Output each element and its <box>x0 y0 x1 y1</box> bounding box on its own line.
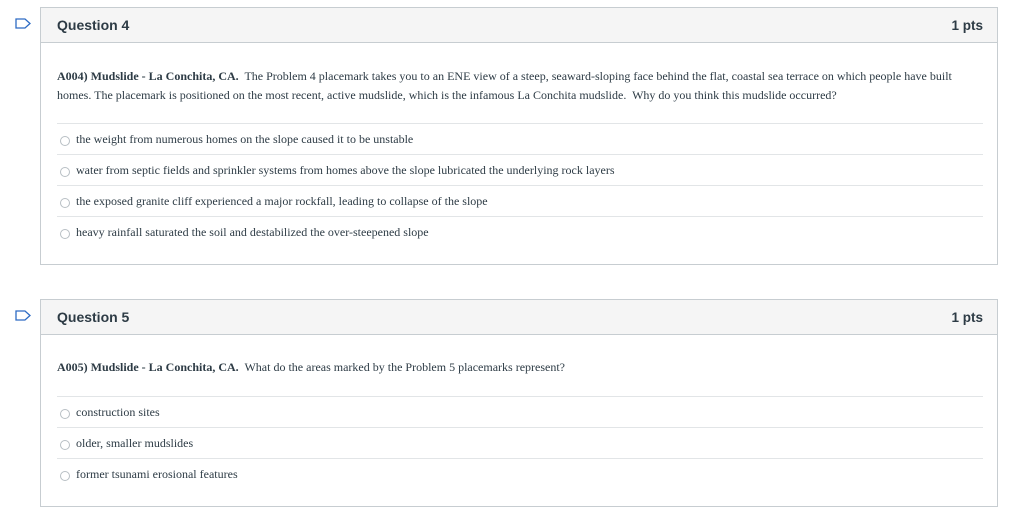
question-prompt-bold: A005) Mudslide - La Conchita, CA. <box>57 360 239 374</box>
radio-button-icon[interactable] <box>60 167 70 177</box>
radio-button-icon[interactable] <box>60 136 70 146</box>
radio-button-icon[interactable] <box>60 198 70 208</box>
answer-option[interactable] <box>57 123 983 154</box>
radio-button-icon[interactable] <box>60 229 70 239</box>
question-body <box>41 335 997 489</box>
flag-question-icon[interactable] <box>15 18 31 29</box>
answer-option[interactable] <box>57 216 983 247</box>
question-prompt-text: What do the areas marked by the Problem 5 placemarks represent? <box>238 360 566 374</box>
answer-label[interactable]: older, smaller mudslides <box>76 435 194 450</box>
radio-button-icon[interactable] <box>60 409 70 419</box>
answer-option[interactable] <box>57 396 983 427</box>
question-4 <box>40 7 998 265</box>
answer-list <box>57 396 983 489</box>
flag-question-icon[interactable] <box>15 310 31 321</box>
answer-option[interactable] <box>57 185 983 216</box>
answer-label[interactable]: the exposed granite cliff experienced a major rockfall, leading to collapse of the slope <box>76 193 488 208</box>
radio-button-icon[interactable] <box>60 471 70 481</box>
answer-option[interactable] <box>57 427 983 458</box>
question-title: Question 5 <box>57 309 130 325</box>
question-prompt-text: The Problem 4 placemark takes you to an ENE view of a steep, seaward-sloping face behind the flat, coastal sea terrace on which people have built homes. The placemark is positioned on the most recent, active mudslide, which is the infamous La Conchita mudslide. Why do you think this mudslide occurred? <box>57 69 955 102</box>
radio-button-icon[interactable] <box>60 440 70 450</box>
answer-label[interactable]: the weight from numerous homes on the slope caused it to be unstable <box>76 131 414 146</box>
question-prompt <box>57 335 983 396</box>
answer-label[interactable]: construction sites <box>76 404 160 419</box>
question-points: 1 pts <box>951 309 983 325</box>
question-title: Question 4 <box>57 17 130 33</box>
question-prompt-bold: A004) Mudslide - La Conchita, CA. <box>57 69 239 83</box>
question-header <box>41 8 997 43</box>
answer-option[interactable] <box>57 154 983 185</box>
answer-label[interactable]: heavy rainfall saturated the soil and destabilized the over-steepened slope <box>76 224 429 239</box>
question-prompt <box>57 43 983 123</box>
question-points: 1 pts <box>951 17 983 33</box>
answer-label[interactable]: water from septic fields and sprinkler systems from homes above the slope lubricated the underlying rock layers <box>76 162 615 177</box>
answer-label[interactable]: former tsunami erosional features <box>76 466 238 481</box>
answer-list <box>57 123 983 247</box>
answer-option[interactable] <box>57 458 983 489</box>
question-5 <box>40 299 998 507</box>
question-body <box>41 43 997 247</box>
question-header <box>41 300 997 335</box>
